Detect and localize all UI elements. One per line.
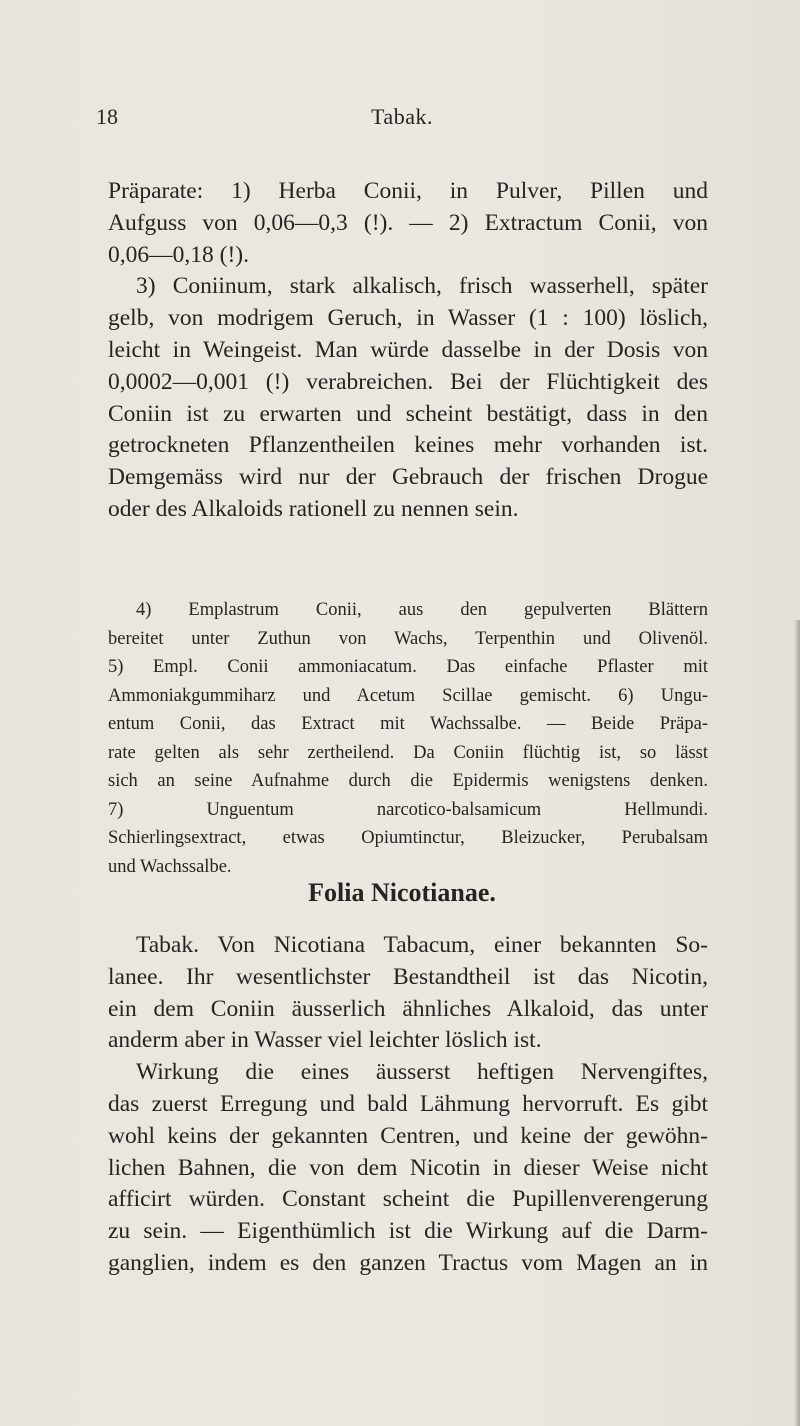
text-line: das zuerst Erregung und bald Lähmung hervorruft. Es gibt xyxy=(108,1090,708,1117)
text-line: Präparate: 1) Herba Conii, in Pulver, Pillen und xyxy=(108,178,708,204)
text-block-conium-preparations xyxy=(108,176,708,526)
text-line: lanee. Ihr wesentlichster Bestandtheil ist das Nicotin, xyxy=(108,963,708,990)
text-line: Schierlingsextract, etwas Opiumtinctur, Bleizucker, Perubalsam xyxy=(108,828,708,848)
text-line: oder des Alkaloids rationell zu nennen sein. xyxy=(108,495,519,522)
text-line: entum Conii, das Extract mit Wachssalbe. — Beide Präpa- xyxy=(108,714,708,734)
text-line: Tabak. Von Nicotiana Tabacum, einer bekannten So- xyxy=(136,932,708,958)
page-edge-shadow xyxy=(794,620,800,1426)
text-line: leicht in Weingeist. Man würde dasselbe in der Dosis von xyxy=(108,336,708,363)
text-line: afficirt würden. Constant scheint die Pupillenverengerung xyxy=(108,1186,708,1213)
text-block-nicotiana xyxy=(108,930,708,1280)
text-line: sich an seine Aufnahme durch die Epidermis wenigstens denken. xyxy=(108,771,708,791)
text-line: Coniin ist zu erwarten und scheint bestätigt, dass in den xyxy=(108,400,708,427)
text-line: und Wachssalbe. xyxy=(108,856,232,877)
running-title: Tabak. xyxy=(371,104,433,129)
text-line: Ammoniakgummiharz und Acetum Scillae gemischt. 6) Ungu- xyxy=(108,685,708,706)
text-line: 3) Coniinum, stark alkalisch, frisch wasserhell, später xyxy=(136,273,708,300)
text-block-small-print xyxy=(108,596,708,881)
text-line: getrockneten Pflanzentheilen keines mehr vorhanden ist. xyxy=(108,432,708,459)
page-number: 18 xyxy=(96,104,118,129)
text-line: wohl keins der gekannten Centren, und keine der gewöhn- xyxy=(108,1122,708,1149)
text-line: 4) Emplastrum Conii, aus den gepulverten Blättern xyxy=(136,600,708,620)
text-line: 0,06—0,18 (!). xyxy=(108,241,249,268)
page-header xyxy=(96,100,708,140)
text-line: gelb, von modrigem Geruch, in Wasser (1 : 100) löslich, xyxy=(108,305,708,332)
text-line: ganglien, indem es den ganzen Tractus vom Magen an in xyxy=(108,1249,708,1276)
text-line: lichen Bahnen, die von dem Nicotin in dieser Weise nicht xyxy=(108,1154,708,1181)
section-heading: Folia Nicotianae. xyxy=(308,878,496,907)
text-line: zu sein. — Eigenthümlich ist die Wirkung auf die Darm- xyxy=(108,1218,708,1245)
text-line: Wirkung die eines äusserst heftigen Nervengiftes, xyxy=(136,1059,708,1086)
text-line: ein dem Coniin äusserlich ähnliches Alkaloid, das unter xyxy=(108,995,708,1022)
text-line: rate gelten als sehr zertheilend. Da Coniin flüchtig ist, so lässt xyxy=(108,742,708,763)
text-line: Demgemäss wird nur der Gebrauch der frischen Drogue xyxy=(108,464,708,491)
text-line: 0,0002—0,001 (!) verabreichen. Bei der Flüchtigkeit des xyxy=(108,368,708,395)
text-line: 5) Empl. Conii ammoniacatum. Das einfache Pflaster mit xyxy=(108,657,708,677)
text-line: anderm aber in Wasser viel leichter löslich ist. xyxy=(108,1027,542,1054)
text-line: Aufguss von 0,06—0,3 (!). — 2) Extractum Conii, von xyxy=(108,209,708,236)
text-line: 7) Unguentum narcotico-balsamicum Hellmundi. xyxy=(108,799,708,820)
text-line: bereitet unter Zuthun von Wachs, Terpenthin und Olivenöl. xyxy=(108,628,708,649)
